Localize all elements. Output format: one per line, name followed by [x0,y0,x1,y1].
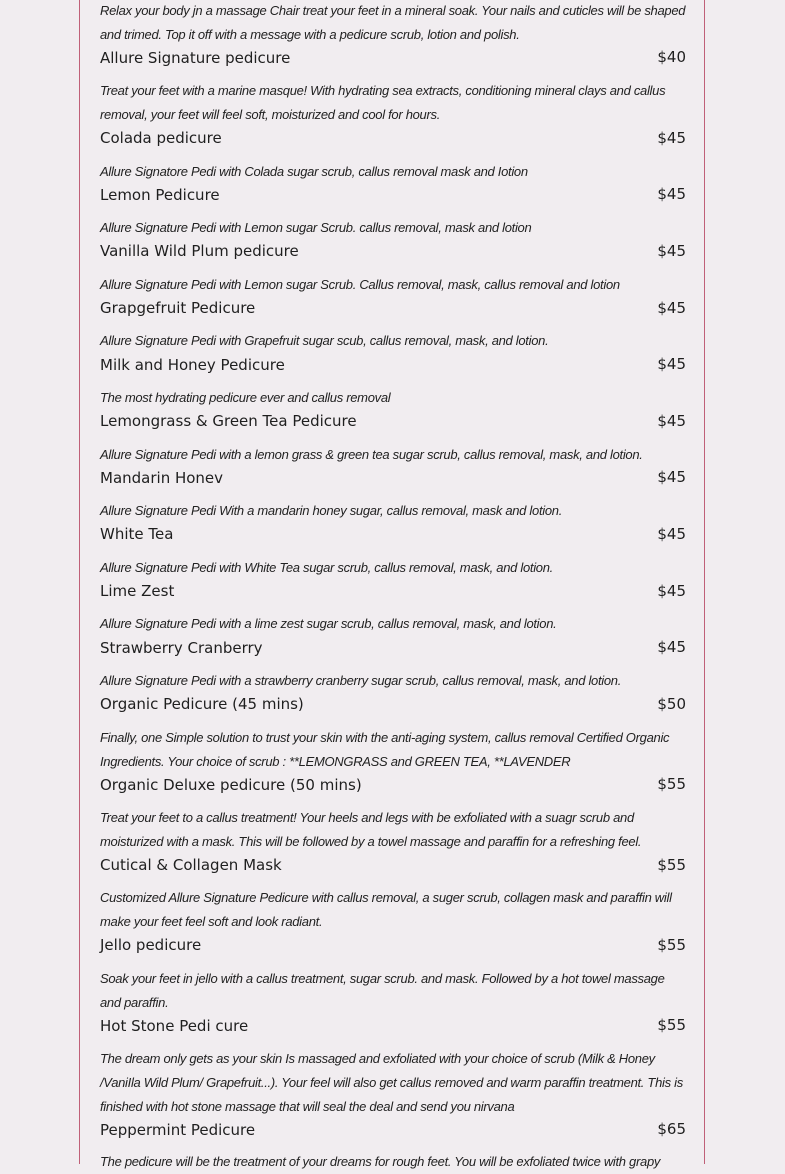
item-name: Organic Pedicure (45 mins) [100,695,304,713]
item-name: Lime Zest [100,582,175,600]
item-description: Allure Signature Pedi with Lemon sugar Scrub. Callus removal, mask, callus removal and lotion [100,277,620,292]
item-description: Treat your feet with a marine masque! With hydrating sea extracts, conditioning mineral clays and callus removal, your feet will feel soft, moisturized and cool for hours. [100,83,666,122]
item-name: Lemongrass & Green Tea Pedicure [100,412,357,430]
item-price: $55 [657,1016,686,1034]
item-price: $45 [657,242,686,260]
item-description: Allure Signature Pedi with Lemon sugar Scrub. callus removal, mask and lotion [100,220,532,235]
item-price: $45 [657,129,686,147]
item-description: Customized Allure Signature Pedicure with callus removal, a suger scrub, collagen mask and paraffin will make your feet feel soft and look radiant. [100,890,672,929]
item-price: $45 [657,412,686,430]
item-description: The pedicure will be the treatment of your dreams for rough feet. You will be exfoliated twice with grapy [100,1154,661,1169]
item-price: $50 [657,695,686,713]
item-description: Relax your body jn a massage Chair treat your feet in a mineral soak. Your nails and cuticles will be shaped and trimed. Top it off with a message with a pedicure scrub, lotion and polish. [100,3,686,42]
item-name: Colada pedicure [100,129,222,147]
item-description: Allure Signature Pedi with White Tea sugar scrub, callus removal, mask, and lotion. [100,560,553,575]
item-price: $45 [657,525,686,543]
item-description: Allure Signature Pedi With a mandarin honey sugar, callus removal, mask and lotion. [100,503,563,518]
item-name: Peppermint Pedicure [100,1121,256,1139]
item-description: Treat your feet to a callus treatment! Your heels and legs with be exfoliated with a suagr scrub and moisturized with a mask. This will be followed by a towel massage and paraffin for a refreshing feel. [100,810,642,849]
item-description: The most hydrating pedicure ever and callus removal [100,390,391,405]
item-price: $40 [657,48,686,66]
item-price: $45 [657,185,686,203]
item-description: Soak your feet in jello with a callus treatment, sugar scrub. and mask. Followed by a hot towel massage and paraffin. [100,971,665,1010]
item-description: Allure Signature Pedi with a lemon grass & green tea sugar scrub, callus removal, mask, and lotion. [100,447,643,462]
item-description: Allure Signature Pedi with a lime zest sugar scrub, callus removal, mask, and lotion. [100,616,557,631]
item-price: $65 [657,1120,686,1138]
item-name: Mandarin Honev [100,469,224,487]
item-price: $55 [657,775,686,793]
item-name: Organic Deluxe pedicure (50 mins) [100,776,362,794]
item-name: Hot Stone Pedi cure [100,1017,249,1035]
item-name: Lemon Pedicure [100,186,220,204]
item-description: Allure Signatore Pedi with Colada sugar scrub, callus removal mask and Iotion [100,164,528,179]
item-name: Cutical & Collagen Mask [100,856,282,874]
item-price: $45 [657,355,686,373]
item-description: Allure Signature Pedi with Grapefruit sugar scub, callus removal, mask, and lotion. [100,333,549,348]
item-description: The dream only gets as your skin Is massaged and exfoliated with your choice of scrub (Milk & Honey /VaniIla Wild Plum/ Grapefruit...). Your feel will also get callus removed and warm paraffin treatment. This is finished with hot stone massage that will seal the deal and send you nirvana [100,1051,683,1114]
item-description: Allure Signature Pedi with a strawberry cranberry sugar scrub, callus removal, mask, and lotion. [100,673,622,688]
item-price: $45 [657,638,686,656]
item-price: $45 [657,299,686,317]
item-price: $55 [657,856,686,874]
item-price: $45 [657,582,686,600]
item-name: Strawberry Cranberry [100,639,263,657]
item-price: $55 [657,936,686,954]
item-name: Grapgefruit Pedicure [100,299,256,317]
item-name: Milk and Honey Pedicure [100,356,285,374]
item-name: White Tea [100,525,174,543]
item-description: Finally, one Simple solution to trust your skin with the anti-aging system, callus removal Certified Organic Ingredients. Your choice of scrub : **LEMONGRASS and GREEN TEA, **LAVENDER [100,730,670,769]
item-price: $45 [657,468,686,486]
item-name: Vanilla Wild Plum pedicure [100,242,299,260]
item-name: Jello pedicure [100,936,202,954]
item-name: Allure Signature pedicure [100,49,291,67]
